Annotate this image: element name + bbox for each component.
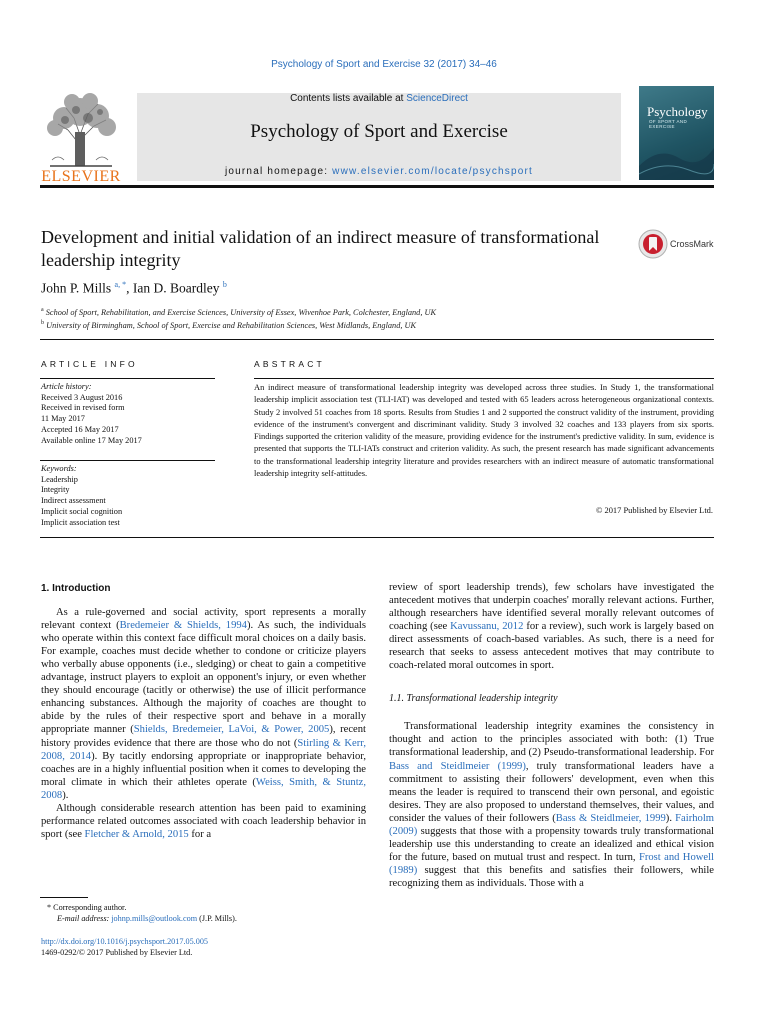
keyword-item: Implicit association test [41, 517, 120, 527]
keywords-rule [40, 460, 215, 461]
article-history [41, 382, 216, 446]
citation-link[interactable]: Fletcher & Arnold, 2015 [84, 828, 189, 840]
cover-title: Psychology [647, 104, 708, 119]
doi-link[interactable]: http://dx.doi.org/10.1016/j.psychsport.2017.05.005 [41, 937, 209, 946]
paragraph-text: Transformational leadership integrity examines the consistency in thought and action to the principles associated with both: (1) True transformational leadership, and (2) Pseudo-transformational leadership. For [389, 721, 714, 759]
contents-line [137, 93, 621, 104]
abstract-text: An indirect measure of transformational leadership integrity was developed across three studies. In Study 1, the transformational leadership implicit association test (TLI-IAT) was developed and tested with 65 leaders across heterogeneous organizational contexts. Study 2 involved 51 coaches from 18 sports. Results from Studies 1 and 2 supported the construct validity of the instrument, providing evidence of the instrument's convergent and discriminant validity. Study 3 involved 32 coaches and 133 players from six sports. Findings supported the criterion validity of the measure, providing evidence for the instrument's predictive validity. In sum, evidence is presented that supports the TLI-IATs construct and criterion validity. As such, the present research has made significant advancements to the transformational leadership integrity literature and provides researchers with an indirect measure of automatic transformational leadership integrity self-attitudes. [254, 382, 714, 479]
body-paragraph [41, 606, 366, 802]
citation-link[interactable]: Frost and Howell (1989) [389, 851, 714, 876]
left-paragraphs [41, 606, 366, 841]
paragraph-text: , truly transformational leaders have a commitment to assisting their followers' development, even when this means the leader is required to transcend their own personal, and egoistic desires. They are also proposed to understand themselves, their values, and consider the values of their followers ( [389, 760, 714, 824]
citation-link[interactable]: Bass and Steidlmeier (1999) [389, 760, 526, 772]
body-paragraph [389, 720, 714, 890]
author-separator: , [126, 280, 133, 296]
keywords-block [41, 464, 216, 528]
abstract-copyright: © 2017 Published by Elsevier Ltd. [595, 505, 713, 515]
author-list [41, 280, 227, 297]
contents-prefix: Contents lists available at [290, 93, 407, 104]
affiliation-text: University of Birmingham, School of Sport, Exercise and Rehabilitation Sciences, West Midlands, England, UK [46, 321, 417, 331]
paragraph-text: suggests that those with a propensity towards truly transformational leadership use this understanding to create an idealized and ethical vision for the future, based on mutual trust and respect. In turn, [389, 825, 714, 863]
citation-link[interactable]: Kavussanu, 2012 [450, 621, 524, 633]
footnote-email-line [41, 914, 361, 925]
crossmark-icon [638, 229, 668, 259]
journal-cover-thumbnail[interactable] [639, 86, 714, 180]
crossmark-label: CrossMark [670, 239, 714, 249]
citation-link[interactable]: Bredemeier & Shields, 1994 [119, 620, 247, 632]
body-right-column [389, 581, 714, 890]
paragraph-text: ). [62, 789, 69, 801]
paragraph-text: ). By tacitly endorsing appropriate or inappropriate behavior, coaches are in a highly influential position when it comes to developing the moral climate in which their athletes operate ( [41, 750, 367, 788]
header-rule [40, 185, 714, 188]
abstract-bottom-rule [40, 537, 714, 538]
email-label: E-mail address: [57, 913, 110, 923]
journal-citation[interactable]: Psychology of Sport and Exercise 32 (2017) 34–46 [271, 59, 497, 70]
keywords-label: Keywords: [41, 464, 77, 473]
citation-link[interactable]: Shields, Bredemeier, LaVoi, & Power, 2005 [133, 724, 330, 736]
author-name[interactable]: Ian D. Boardley [132, 280, 220, 296]
right-paragraphs [389, 720, 714, 890]
paragraph-text: review of sport leadership trends), few scholars have investigated the antecedent motives that underpin coaches' morally relevant actions. Further, although researchers have identified several morally relevant outcomes of coaching (see [389, 582, 714, 633]
paragraph-text: ). As such, the individuals who operate within this context face difficult moral choices on a daily basis. For example, coaches must decide whether to condone or criticize players who verbally abuse opponents (i.e., sledging) or cheat to gain a competitive advantage, instruct players to exploit an opponent's injury, or even whether they should encourage (tacitly or otherwise) the use of illicit performance enhancing substances. Although the majority of coaches are thought to abide by the rules of their respective sport and behave in a morally appropriate manner ( [41, 620, 366, 736]
history-list [41, 393, 216, 447]
article-info-rule [40, 378, 215, 379]
keyword-item: Indirect assessment [41, 496, 106, 506]
abstract-rule [254, 378, 714, 379]
footnote-corresponding-line [41, 903, 361, 914]
keyword-list [41, 475, 216, 529]
doi-block [41, 937, 208, 958]
paragraph-text: ). [665, 812, 676, 824]
author-name[interactable]: John P. Mills [41, 280, 112, 296]
sciencedirect-link[interactable]: ScienceDirect [406, 93, 468, 104]
right-lead-paragraph [389, 581, 714, 672]
history-entry: 11 May 2017 [41, 414, 85, 424]
abstract-heading: ABSTRACT [254, 359, 325, 369]
body-left-column [41, 582, 366, 841]
footnote-rule [40, 897, 88, 898]
history-entry: Accepted 16 May 2017 [41, 424, 119, 434]
article-info-heading: ARTICLE INFO [41, 359, 138, 369]
footnote-corresponding: Corresponding author. [53, 903, 127, 912]
author-email-link[interactable]: johnp.mills@outlook.com [111, 913, 198, 923]
affiliation-text: School of Sport, Rehabilitation, and Exercise Sciences, University of Essex, Wivenhoe Park, Colchester, England, UK [45, 307, 437, 317]
citation-link[interactable]: Weiss, Smith, & Stuntz, 2008 [41, 776, 367, 801]
paragraph-text: As a rule-governed and social activity, sport represents a morally relevant context ( [41, 607, 366, 632]
paragraph-text: Although considerable research attention has been paid to examining performance related outcomes associated with coach leadership behavior in sport (see [41, 802, 366, 840]
author-affiliation-mark[interactable]: b [222, 280, 227, 289]
affiliation-line [41, 318, 681, 331]
section-heading-introduction: 1. Introduction [41, 583, 111, 594]
history-entry: Received in revised form [41, 403, 125, 413]
journal-banner [137, 93, 621, 181]
email-suffix: (J.P. Mills). [197, 913, 237, 923]
elsevier-wordmark: ELSEVIER [41, 168, 121, 185]
affiliation-line [41, 305, 681, 318]
paragraph-text: suggest that this benefits and satisfies their followers, while recognizing them as individuals. Those with a [389, 864, 714, 889]
affiliation-mark: b [41, 320, 44, 327]
crossmark-badge[interactable] [638, 229, 718, 259]
history-entry: Received 3 August 2016 [41, 392, 123, 402]
affiliations [41, 305, 681, 332]
citation-link[interactable]: Bass & Steidlmeier, 1999 [555, 812, 666, 824]
paragraph-text: for a review), such work is largely based on direct assessments of coach-based variables. As such, there is a need for research that seeks to assess antecedent motives that may contribute to coach-related moral outcomes in sport. [389, 621, 714, 672]
citation-link[interactable]: Stirling & Kerr, 2008, 2014 [41, 737, 366, 762]
journal-homepage-link[interactable]: www.elsevier.com/locate/psychsport [332, 166, 534, 177]
cover-subtitle: OF SPORT AND EXERCISE [649, 119, 688, 129]
article-title: Development and initial validation of an indirect measure of transformational leadership integrity [41, 227, 600, 270]
journal-title: Psychology of Sport and Exercise [250, 121, 508, 142]
keyword-item: Implicit social cognition [41, 506, 123, 516]
paragraph-text: ), recent history provides evidence that there are those who do not ( [41, 724, 367, 749]
footnote-marker: * [47, 903, 52, 912]
paragraph-text: for a [188, 828, 212, 840]
body-paragraph [41, 802, 366, 841]
section-heading-transformational-leadership-integrity: 1.1. Transformational leadership integrity [389, 693, 558, 705]
history-entry: Available online 17 May 2017 [41, 435, 142, 445]
body-paragraph [389, 581, 714, 672]
author-affiliation-mark[interactable]: a, * [114, 280, 127, 289]
citation-link[interactable]: Fairholm (2009) [389, 812, 714, 837]
corresponding-author-footnote [41, 903, 361, 924]
keyword-item: Integrity [41, 485, 70, 495]
affiliation-mark: a [41, 307, 44, 313]
cover-texture-icon [639, 86, 714, 180]
journal-homepage-line [137, 166, 621, 177]
keyword-item: Leadership [41, 474, 78, 484]
homepage-prefix: journal homepage: [224, 166, 333, 177]
title-rule [40, 339, 714, 340]
issn-line: 1469-0292/© 2017 Published by Elsevier Ltd. [41, 947, 193, 957]
history-label: Article history: [41, 382, 92, 391]
